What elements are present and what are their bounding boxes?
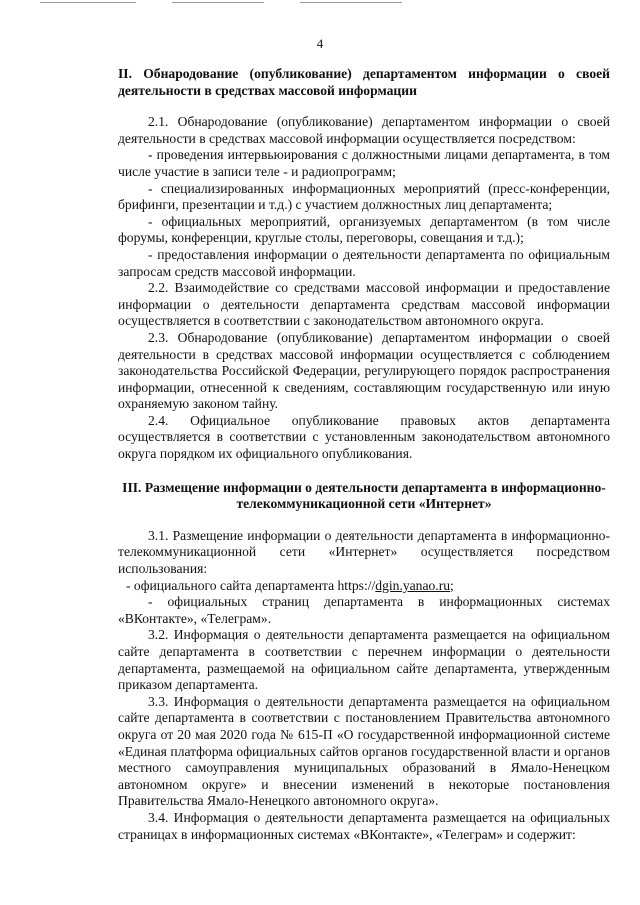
paragraph-2-3: 2.3. Обнародование (опубликование) департаментом информации о своей деятельности в средствах массовой информации осуществляется с соблюдением законодательства Российской Федерации, регулирующего порядок распространения информации, отнесенной к сведениям, составляющим государственную или иную охраняемую законом тайну. — [118, 329, 610, 412]
page-number: 4 — [316, 36, 324, 51]
paragraph-3-4: 3.4. Информация о деятельности департамента размещается на официальных страницах в информационных системах «ВКонтакте», «Телеграм» и содержит: — [118, 809, 610, 842]
scan-edge-line — [300, 2, 402, 3]
paragraph-2-4: 2.4. Официальное опубликование правовых актов департамента осуществляется в соответствии с установленным законодательством автономного округа порядком их официального опубликования. — [118, 412, 610, 462]
list-item-text: ; — [450, 577, 454, 593]
section-2-heading: II. Обнародование (опубликование) департаментом информации о своей деятельности в средствах массовой информации — [118, 66, 610, 98]
list-item: - официальных мероприятий, организуемых департаментом (в том числе форумы, конференции, круглые столы, переговоры, совещания и т.д.); — [118, 213, 610, 246]
scan-edge-line — [172, 2, 264, 3]
website-link[interactable]: dgin.yanao.ru — [375, 577, 451, 593]
paragraph-3-3: 3.3. Информация о деятельности департамента размещается на официальном сайте департамента в соответствии с постановлением Правительства автономного округа от 20 мая 2020 года № 615-П «О государственной информационной системе «Единая платформа официальных сайтов органов государственной власти и органов местного самоуправления муниципальных образований в Ямало-Ненецком автономном округе» и внесении изменений в некоторые постановления Правительства Ямало-Ненецкого автономного округа». — [118, 693, 610, 809]
list-item: - проведения интервьюирования с должностными лицами департамента, в том числе участие в записи теле - и радиопрограмм; — [118, 147, 610, 179]
list-item: - предоставления информации о деятельности департамента по официальным запросам средств массовой информации. — [118, 246, 610, 279]
list-item-text: - официального сайта департамента https:// — [126, 577, 376, 593]
list-item: - официальных страниц департамента в информационных системах «ВКонтакте», «Телеграм». — [118, 594, 610, 626]
section-3-heading: III. Размещение информации о деятельности департамента в информационно-телекоммуникационной сети «Интернет» — [122, 479, 606, 512]
list-item — [118, 578, 610, 595]
paragraph-3-2: 3.2. Информация о деятельности департамента размещается на официальном сайте департамента в соответствии с перечнем информации о деятельности департамента, размещаемой на официальном сайте департамента, утвержденным приказом департамента. — [118, 627, 610, 693]
document-body — [118, 66, 610, 843]
paragraph-2-1: 2.1. Обнародование (опубликование) департаментом информации о своей деятельности в средствах массовой информации осуществляется посредством: — [118, 114, 610, 146]
list-item: - специализированных информационных мероприятий (пресс-конференции, брифинги, презентации и т.д.) с участием должностных лиц департамента; — [118, 180, 610, 213]
paragraph-2-2: 2.2. Взаимодействие со средствами массовой информации и предоставление информации о деятельности департамента средствам массовой информации осуществляется в соответствии с законодательством автономного округа. — [118, 280, 610, 329]
scan-edge-line — [40, 2, 136, 3]
paragraph-3-1: 3.1. Размещение информации о деятельности департамента в информационно-телекоммуникационной сети «Интернет» осуществляется посредством использования: — [118, 527, 610, 577]
